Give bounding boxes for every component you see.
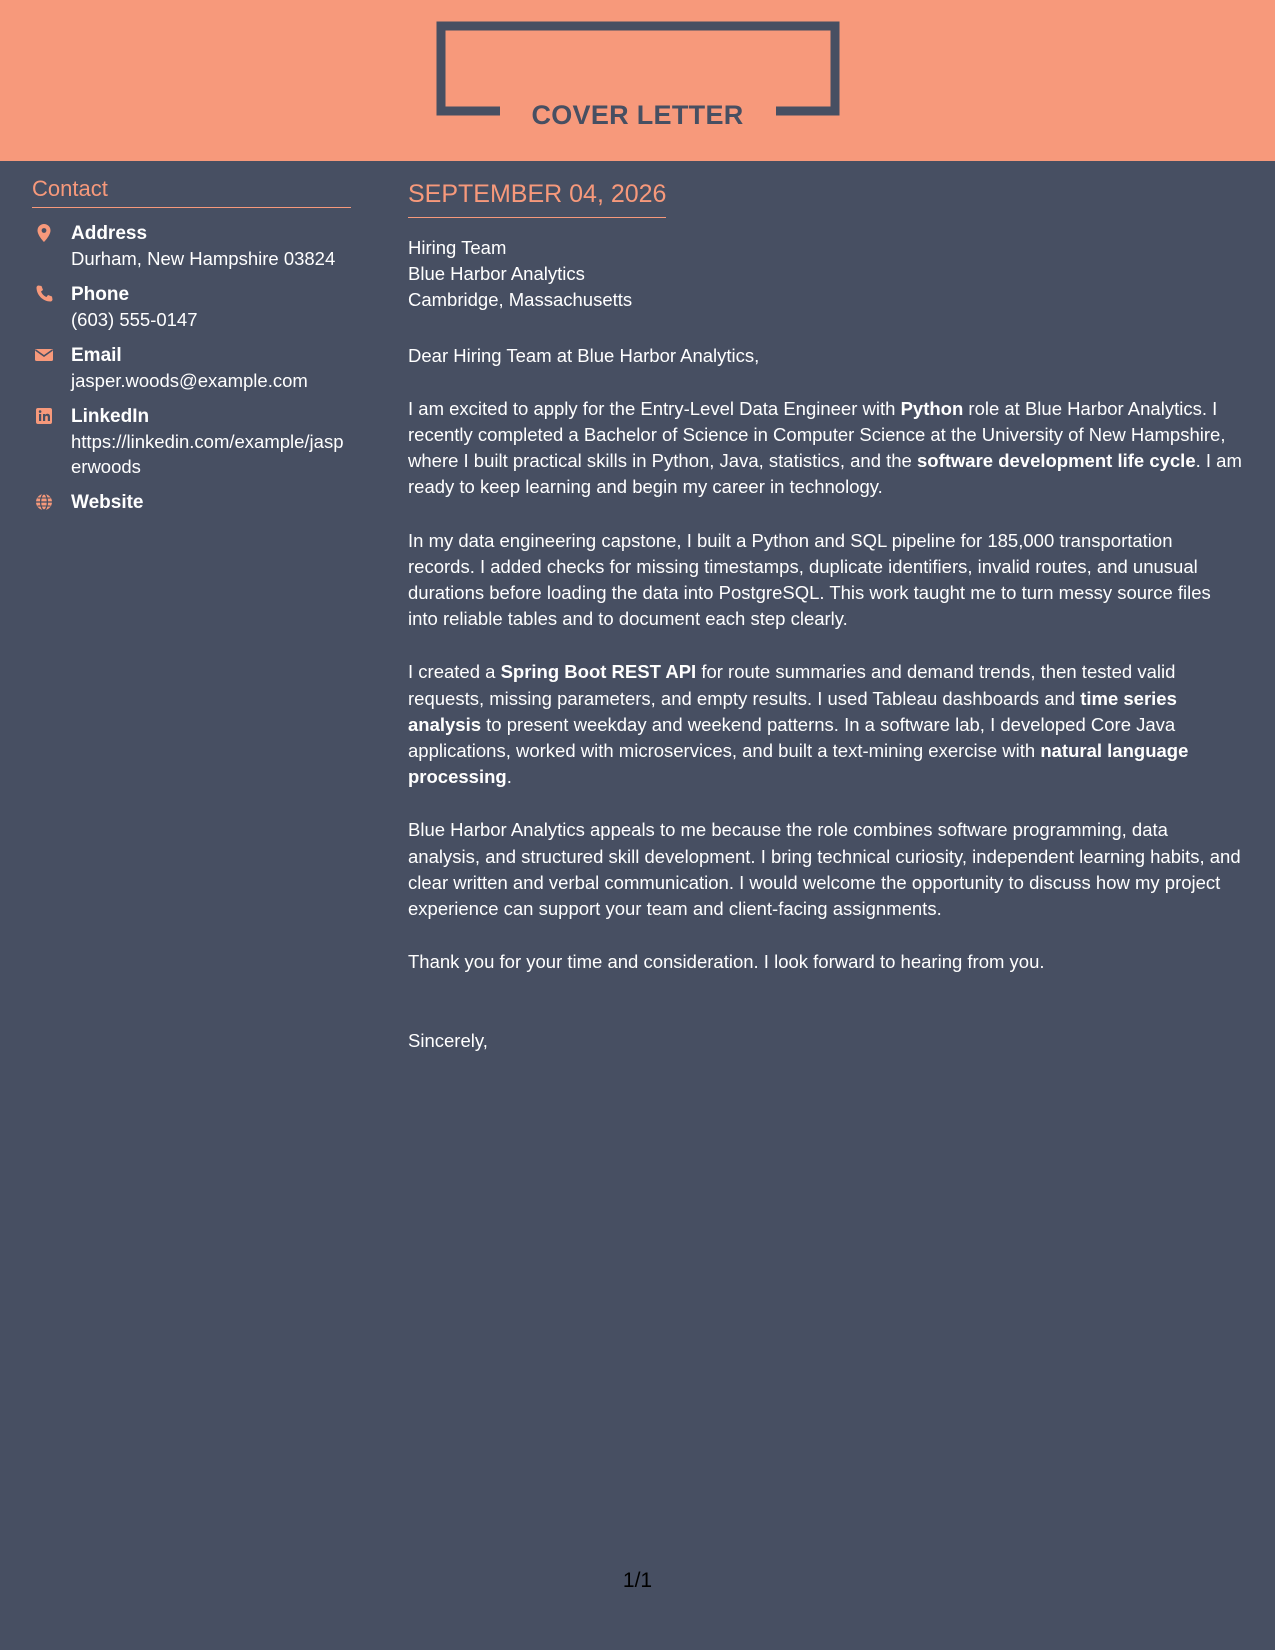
paragraph-capstone: In my data engineering capstone, I built a Python and SQL pipeline for 185,000 transportation records. I added checks for missing timestamps, duplicate identifiers, invalid routes, and unusual durations before loading the data into PostgreSQL. This work taught me to turn messy source files into reliable tables and to document each step clearly. — [408, 529, 1211, 630]
highlight-sdlc: software development life cycle — [916, 450, 1196, 472]
address-label: Address — [71, 223, 148, 244]
highlight-python: Python — [900, 397, 964, 419]
contact-sidebar — [32, 176, 351, 527]
page-number: 1/1 — [622, 1569, 653, 1592]
linkedin-label: LinkedIn — [71, 406, 150, 427]
paragraph-motivation: Blue Harbor Analytics appeals to me because the role combines software programming, data analysis, and structured skill development. I bring technical curiosity, independent learning habits, and clear written and verbal communication. I would welcome the opportunity to discuss how my project experience can support your team and client-facing assignments. — [408, 819, 1241, 920]
recipient-name: Hiring Team — [408, 237, 507, 258]
paragraph-thanks: Thank you for your time and consideration. I look forward to hearing from you. — [408, 951, 1045, 973]
globe-icon — [34, 492, 54, 512]
contact-email — [32, 344, 351, 393]
closing: Sincerely, — [408, 1030, 488, 1052]
email-label: Email — [71, 345, 122, 366]
phone-label: Phone — [71, 284, 130, 305]
map-pin-icon — [34, 223, 54, 243]
salutation: Dear Hiring Team at Blue Harbor Analytics, — [408, 344, 760, 366]
highlight-time-series: time series analysis — [408, 687, 1177, 735]
contact-website — [32, 491, 351, 515]
linkedin-value[interactable]: https://linkedin.com/example/jasperwoods — [71, 431, 344, 477]
contact-address — [32, 222, 351, 271]
recipient-location: Cambridge, Massachusetts — [408, 289, 633, 311]
email-value[interactable]: jasper.woods@example.com — [71, 370, 308, 391]
address-value: Durham, New Hampshire 03824 — [71, 248, 336, 269]
phone-icon — [34, 284, 54, 304]
letter-body — [408, 177, 1244, 1055]
recipient-block — [408, 235, 1244, 314]
contact-phone — [32, 283, 351, 332]
paragraph-intro: I am excited to apply for the Entry-Level Data Engineer with Python role at Blue Harbor Analytics. I recently completed a Bachelor of Science in Computer Science at the University of New Hampshire, where I built practical skills in Python, Java, statistics, and the software development life cycle. I am ready to keep learning and begin my career in technology. — [408, 397, 1242, 498]
highlight-nlp: natural language processing — [408, 740, 1189, 788]
linkedin-icon — [34, 406, 54, 426]
header-banner — [0, 0, 1275, 161]
letter-date: SEPTEMBER 04, 2026 — [408, 177, 666, 218]
contact-heading: Contact — [32, 176, 351, 208]
envelope-icon — [34, 345, 54, 365]
website-label: Website — [71, 492, 144, 513]
phone-value: (603) 555-0147 — [71, 309, 198, 330]
contact-linkedin — [32, 405, 351, 479]
highlight-spring-boot: Spring Boot REST API — [500, 661, 697, 683]
contact-list — [32, 222, 351, 515]
recipient-company: Blue Harbor Analytics — [408, 263, 585, 285]
paragraph-projects: I created a Spring Boot REST API for route summaries and demand trends, then tested valid requests, missing parameters, and empty results. I used Tableau dashboards and time series analysis to present weekday and weekend patterns. In a software lab, I developed Core Java applications, worked with microservices, and built a text-mining exercise with natural language processing. — [408, 661, 1189, 788]
page-title: COVER LETTER — [531, 100, 744, 130]
